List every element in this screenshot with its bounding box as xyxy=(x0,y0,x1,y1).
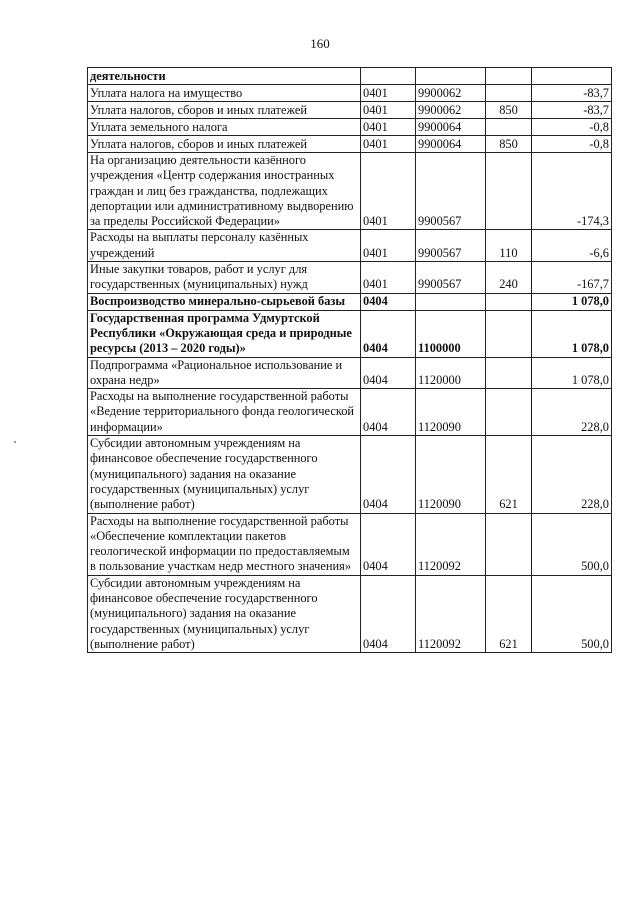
row-expense-type-cell xyxy=(486,68,532,85)
row-amount-cell: -6,6 xyxy=(532,230,612,262)
row-expense-type-cell: 240 xyxy=(486,262,532,294)
row-section-cell: 0404 xyxy=(361,357,416,389)
row-expense-type-cell xyxy=(486,357,532,389)
row-amount-cell: 1 078,0 xyxy=(532,310,612,357)
row-expense-type-cell: 850 xyxy=(486,136,532,153)
row-name-cell: Расходы на выполнение государственной работы «Ведение территориального фонда геологической информации» xyxy=(88,389,361,436)
row-target-article-cell xyxy=(416,293,486,310)
table-row xyxy=(88,357,612,389)
row-target-article-cell: 9900062 xyxy=(416,102,486,119)
row-section-cell: 0401 xyxy=(361,153,416,230)
row-target-article-cell: 9900567 xyxy=(416,262,486,294)
row-target-article-cell: 9900567 xyxy=(416,230,486,262)
row-expense-type-cell xyxy=(486,389,532,436)
table-row xyxy=(88,436,612,513)
row-target-article-cell: 1100000 xyxy=(416,310,486,357)
row-section-cell: 0401 xyxy=(361,262,416,294)
row-name-cell: Уплата налогов, сборов и иных платежей xyxy=(88,136,361,153)
row-amount-cell xyxy=(532,68,612,85)
table-row xyxy=(88,153,612,230)
table-row xyxy=(88,293,612,310)
budget-table-body xyxy=(88,68,612,653)
row-name-cell: деятельности xyxy=(88,68,361,85)
table-row xyxy=(88,85,612,102)
row-target-article-cell: 9900064 xyxy=(416,119,486,136)
row-name-cell: Воспроизводство минерально-сырьевой базы xyxy=(88,293,361,310)
row-target-article-cell: 9900064 xyxy=(416,136,486,153)
row-expense-type-cell: 621 xyxy=(486,436,532,513)
row-target-article-cell: 9900567 xyxy=(416,153,486,230)
row-name-cell: Иные закупки товаров, работ и услуг для государственных (муниципальных) нужд xyxy=(88,262,361,294)
row-target-article-cell: 1120092 xyxy=(416,513,486,575)
table-row xyxy=(88,68,612,85)
row-name-cell: Субсидии автономным учреждениям на финансовое обеспечение государственного (муниципального) задания на оказание государственных (муниципальных) услуг (выполнение работ) xyxy=(88,436,361,513)
row-name-cell: Субсидии автономным учреждениям на финансовое обеспечение государственного (муниципального) задания на оказание государственных (муниципальных) услуг (выполнение работ) xyxy=(88,575,361,652)
row-target-article-cell: 1120090 xyxy=(416,389,486,436)
scan-speck xyxy=(14,441,16,443)
row-amount-cell: 228,0 xyxy=(532,389,612,436)
page-number: 160 xyxy=(310,36,330,51)
row-expense-type-cell xyxy=(486,119,532,136)
row-amount-cell: 500,0 xyxy=(532,575,612,652)
row-expense-type-cell: 621 xyxy=(486,575,532,652)
row-amount-cell: -0,8 xyxy=(532,136,612,153)
row-name-cell: Уплата налогов, сборов и иных платежей xyxy=(88,102,361,119)
budget-table xyxy=(87,67,612,653)
row-section-cell: 0404 xyxy=(361,436,416,513)
row-amount-cell: 1 078,0 xyxy=(532,357,612,389)
row-name-cell: Уплата налога на имущество xyxy=(88,85,361,102)
row-section-cell: 0404 xyxy=(361,513,416,575)
row-section-cell xyxy=(361,68,416,85)
row-amount-cell: 1 078,0 xyxy=(532,293,612,310)
row-amount-cell: 228,0 xyxy=(532,436,612,513)
row-expense-type-cell xyxy=(486,310,532,357)
row-target-article-cell xyxy=(416,68,486,85)
row-name-cell: Государственная программа Удмуртской Республики «Окружающая среда и природные ресурсы (2013 – 2020 годы)» xyxy=(88,310,361,357)
row-expense-type-cell xyxy=(486,153,532,230)
row-name-cell: Уплата земельного налога xyxy=(88,119,361,136)
table-row xyxy=(88,310,612,357)
row-expense-type-cell: 110 xyxy=(486,230,532,262)
row-section-cell: 0404 xyxy=(361,389,416,436)
row-amount-cell: -83,7 xyxy=(532,102,612,119)
row-name-cell: На организацию деятельности казённого учреждения «Центр содержания иностранных граждан и лиц без гражданства, подлежащих депортации или административному выдворению за пределы Российской Федерации» xyxy=(88,153,361,230)
table-row xyxy=(88,575,612,652)
row-amount-cell: -174,3 xyxy=(532,153,612,230)
row-section-cell: 0401 xyxy=(361,119,416,136)
row-amount-cell: 500,0 xyxy=(532,513,612,575)
row-target-article-cell: 1120092 xyxy=(416,575,486,652)
row-name-cell: Расходы на выплаты персоналу казённых учреждений xyxy=(88,230,361,262)
table-row xyxy=(88,136,612,153)
row-amount-cell: -0,8 xyxy=(532,119,612,136)
table-row xyxy=(88,230,612,262)
row-target-article-cell: 9900062 xyxy=(416,85,486,102)
row-name-cell: Расходы на выполнение государственной работы «Обеспечение комплектации пакетов геологической информации по предоставляемым в пользование участкам недр местного значения» xyxy=(88,513,361,575)
table-row xyxy=(88,389,612,436)
row-section-cell: 0401 xyxy=(361,230,416,262)
table-row xyxy=(88,102,612,119)
row-expense-type-cell xyxy=(486,293,532,310)
row-target-article-cell: 1120090 xyxy=(416,436,486,513)
row-expense-type-cell xyxy=(486,85,532,102)
table-row xyxy=(88,513,612,575)
row-section-cell: 0401 xyxy=(361,102,416,119)
row-amount-cell: -167,7 xyxy=(532,262,612,294)
row-name-cell: Подпрограмма «Рациональное использование и охрана недр» xyxy=(88,357,361,389)
row-section-cell: 0401 xyxy=(361,136,416,153)
row-amount-cell: -83,7 xyxy=(532,85,612,102)
row-section-cell: 0401 xyxy=(361,85,416,102)
row-expense-type-cell xyxy=(486,513,532,575)
row-target-article-cell: 1120000 xyxy=(416,357,486,389)
row-section-cell: 0404 xyxy=(361,293,416,310)
table-row xyxy=(88,262,612,294)
row-expense-type-cell: 850 xyxy=(486,102,532,119)
row-section-cell: 0404 xyxy=(361,310,416,357)
table-row xyxy=(88,119,612,136)
row-section-cell: 0404 xyxy=(361,575,416,652)
